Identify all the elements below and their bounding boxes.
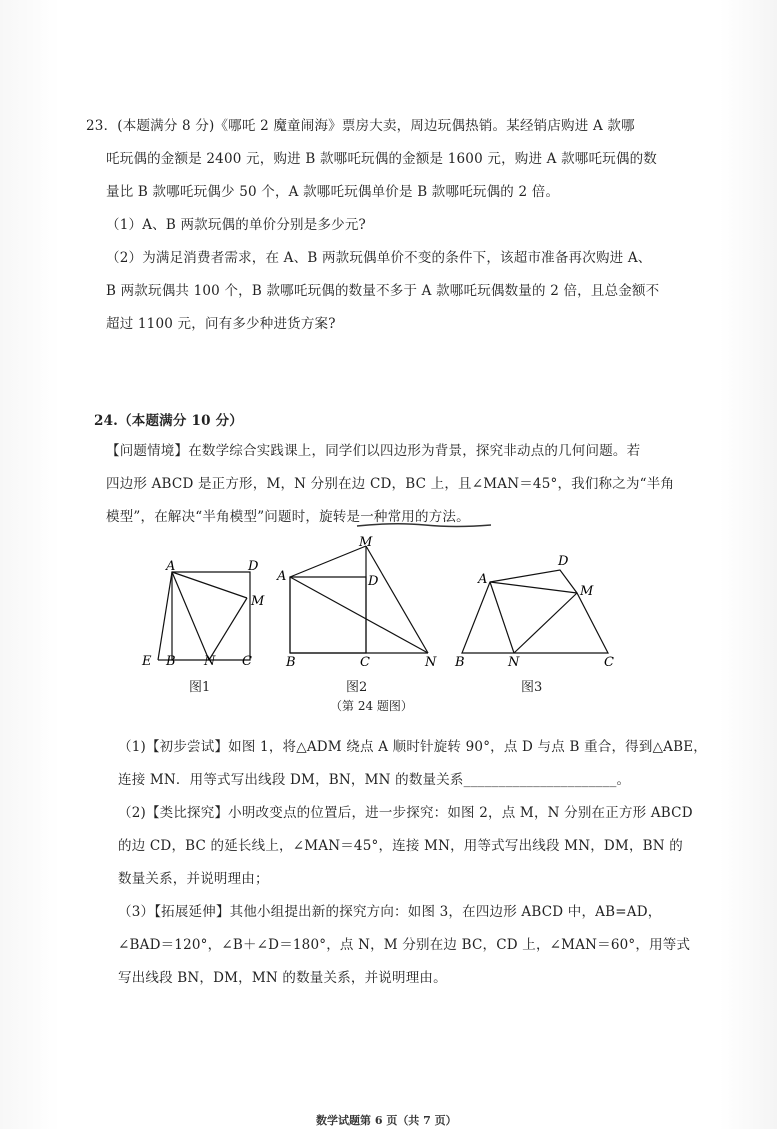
q23-line2: 吒玩偶的金额是 2400 元，购进 B 款哪吒玩偶的金额是 1600 元，购进 A 款哪吒玩偶的数 [106,151,658,167]
q24-p3-line1: （3）【拓展延伸】其他小组提出新的探究方向：如图 3，在四边形 ABCD 中，AB=AD， [118,904,662,920]
fig3-label: 图3 [521,680,543,695]
q23-part2-line3: 超过 1100 元，问有多少种进货方案? [106,316,336,332]
fig3-point-C: C [604,655,614,670]
figure-24-diagrams [130,530,660,680]
handwritten-underline [355,520,495,530]
fig1-point-D: D [248,559,259,574]
fig2-point-A: A [277,569,287,584]
fig2-point-B: B [286,655,296,670]
figure-2 [290,546,428,653]
fig1-point-E: E [142,654,152,669]
fig3-point-D: D [558,554,569,569]
fig1-point-M: M [251,594,265,609]
figure-caption: （第 24 题图） [330,699,413,713]
fig1-point-C: C [242,654,252,669]
q23-part2-line2: B 两款玩偶共 100 个，B 款哪吒玩偶的数量不多于 A 款哪吒玩偶数量的 2 倍，且总金额不 [106,283,660,299]
fig1-point-A: A [166,559,176,574]
q24-intro-line1: 【问题情境】在数学综合实践课上，同学们以四边形为背景，探究非动点的几何问题。若 [106,443,641,459]
q23-part2-line1: （2）为满足消费者需求，在 A、B 两款玩偶单价不变的条件下，该超市准备再次购进 A、 [106,250,652,266]
q24-intro-line3: 模型”，在解决“半角模型”问题时，旋转是一种常用的方法。 [106,509,470,525]
q24-p2-line3: 数量关系，并说明理由； [118,871,269,887]
q24-p3-line3: 写出线段 BN，DM，MN 的数量关系，并说明理由。 [118,970,447,986]
fig3-point-M: M [580,584,594,599]
q24-p2-line1: （2)【类比探究】小明改变点的位置后，进一步探究：如图 2，点 M，N 分别在正方形 ABCD [118,805,693,821]
q23-line1: 23．(本题满分 8 分)《哪吒 2 魔童闹海》票房大卖，周边玩偶热销。某经销店购进 A 款哪 [86,118,635,134]
q24-intro-line2: 四边形 ABCD 是正方形，M，N 分别在边 CD，BC 上，且∠MAN＝45°，我们称之为“半角 [106,476,675,492]
fig3-point-N: N [508,655,520,670]
fig2-point-M: M [359,535,373,550]
fig2-label: 图2 [346,680,368,695]
fig3-point-B: B [455,655,465,670]
q24-p1-line2: 连接 MN．用等式写出线段 DM，BN，MN 的数量关系______________________。 [118,772,631,788]
q23-line3: 量比 B 款哪吒玩偶少 50 个，A 款哪吒玩偶单价是 B 款哪吒玩偶的 2 倍。 [106,184,560,200]
q24-p1-line1: （1)【初步尝试】如图 1，将△ADM 绕点 A 顺时针旋转 90°，点 D 与点 B 重合，得到△ABE， [118,739,707,755]
q23-part1: （1）A、B 两款玩偶的单价分别是多少元? [106,217,366,233]
fig3-point-A: A [478,572,488,587]
fig1-point-N: N [204,654,216,669]
q24-p3-line2: ∠BAD＝120°，∠B＋∠D＝180°，点 N，M 分别在边 BC，CD 上，∠MAN＝60°，用等式 [118,937,691,953]
fig1-label: 图1 [189,680,211,695]
q24-header: 24.（本题满分 10 分） [94,413,243,429]
q24-p2-line2: 的边 CD，BC 的延长线上，∠MAN＝45°，连接 MN，用等式写出线段 MN，DM，BN 的 [118,838,683,854]
page-footer: 数学试题第 6 页（共 7 页） [316,1114,457,1127]
figure-1 [158,572,250,660]
fig2-point-N: N [425,655,437,670]
fig2-point-C: C [360,655,370,670]
fig1-point-B: B [166,654,176,669]
fig2-point-D: D [368,574,379,589]
